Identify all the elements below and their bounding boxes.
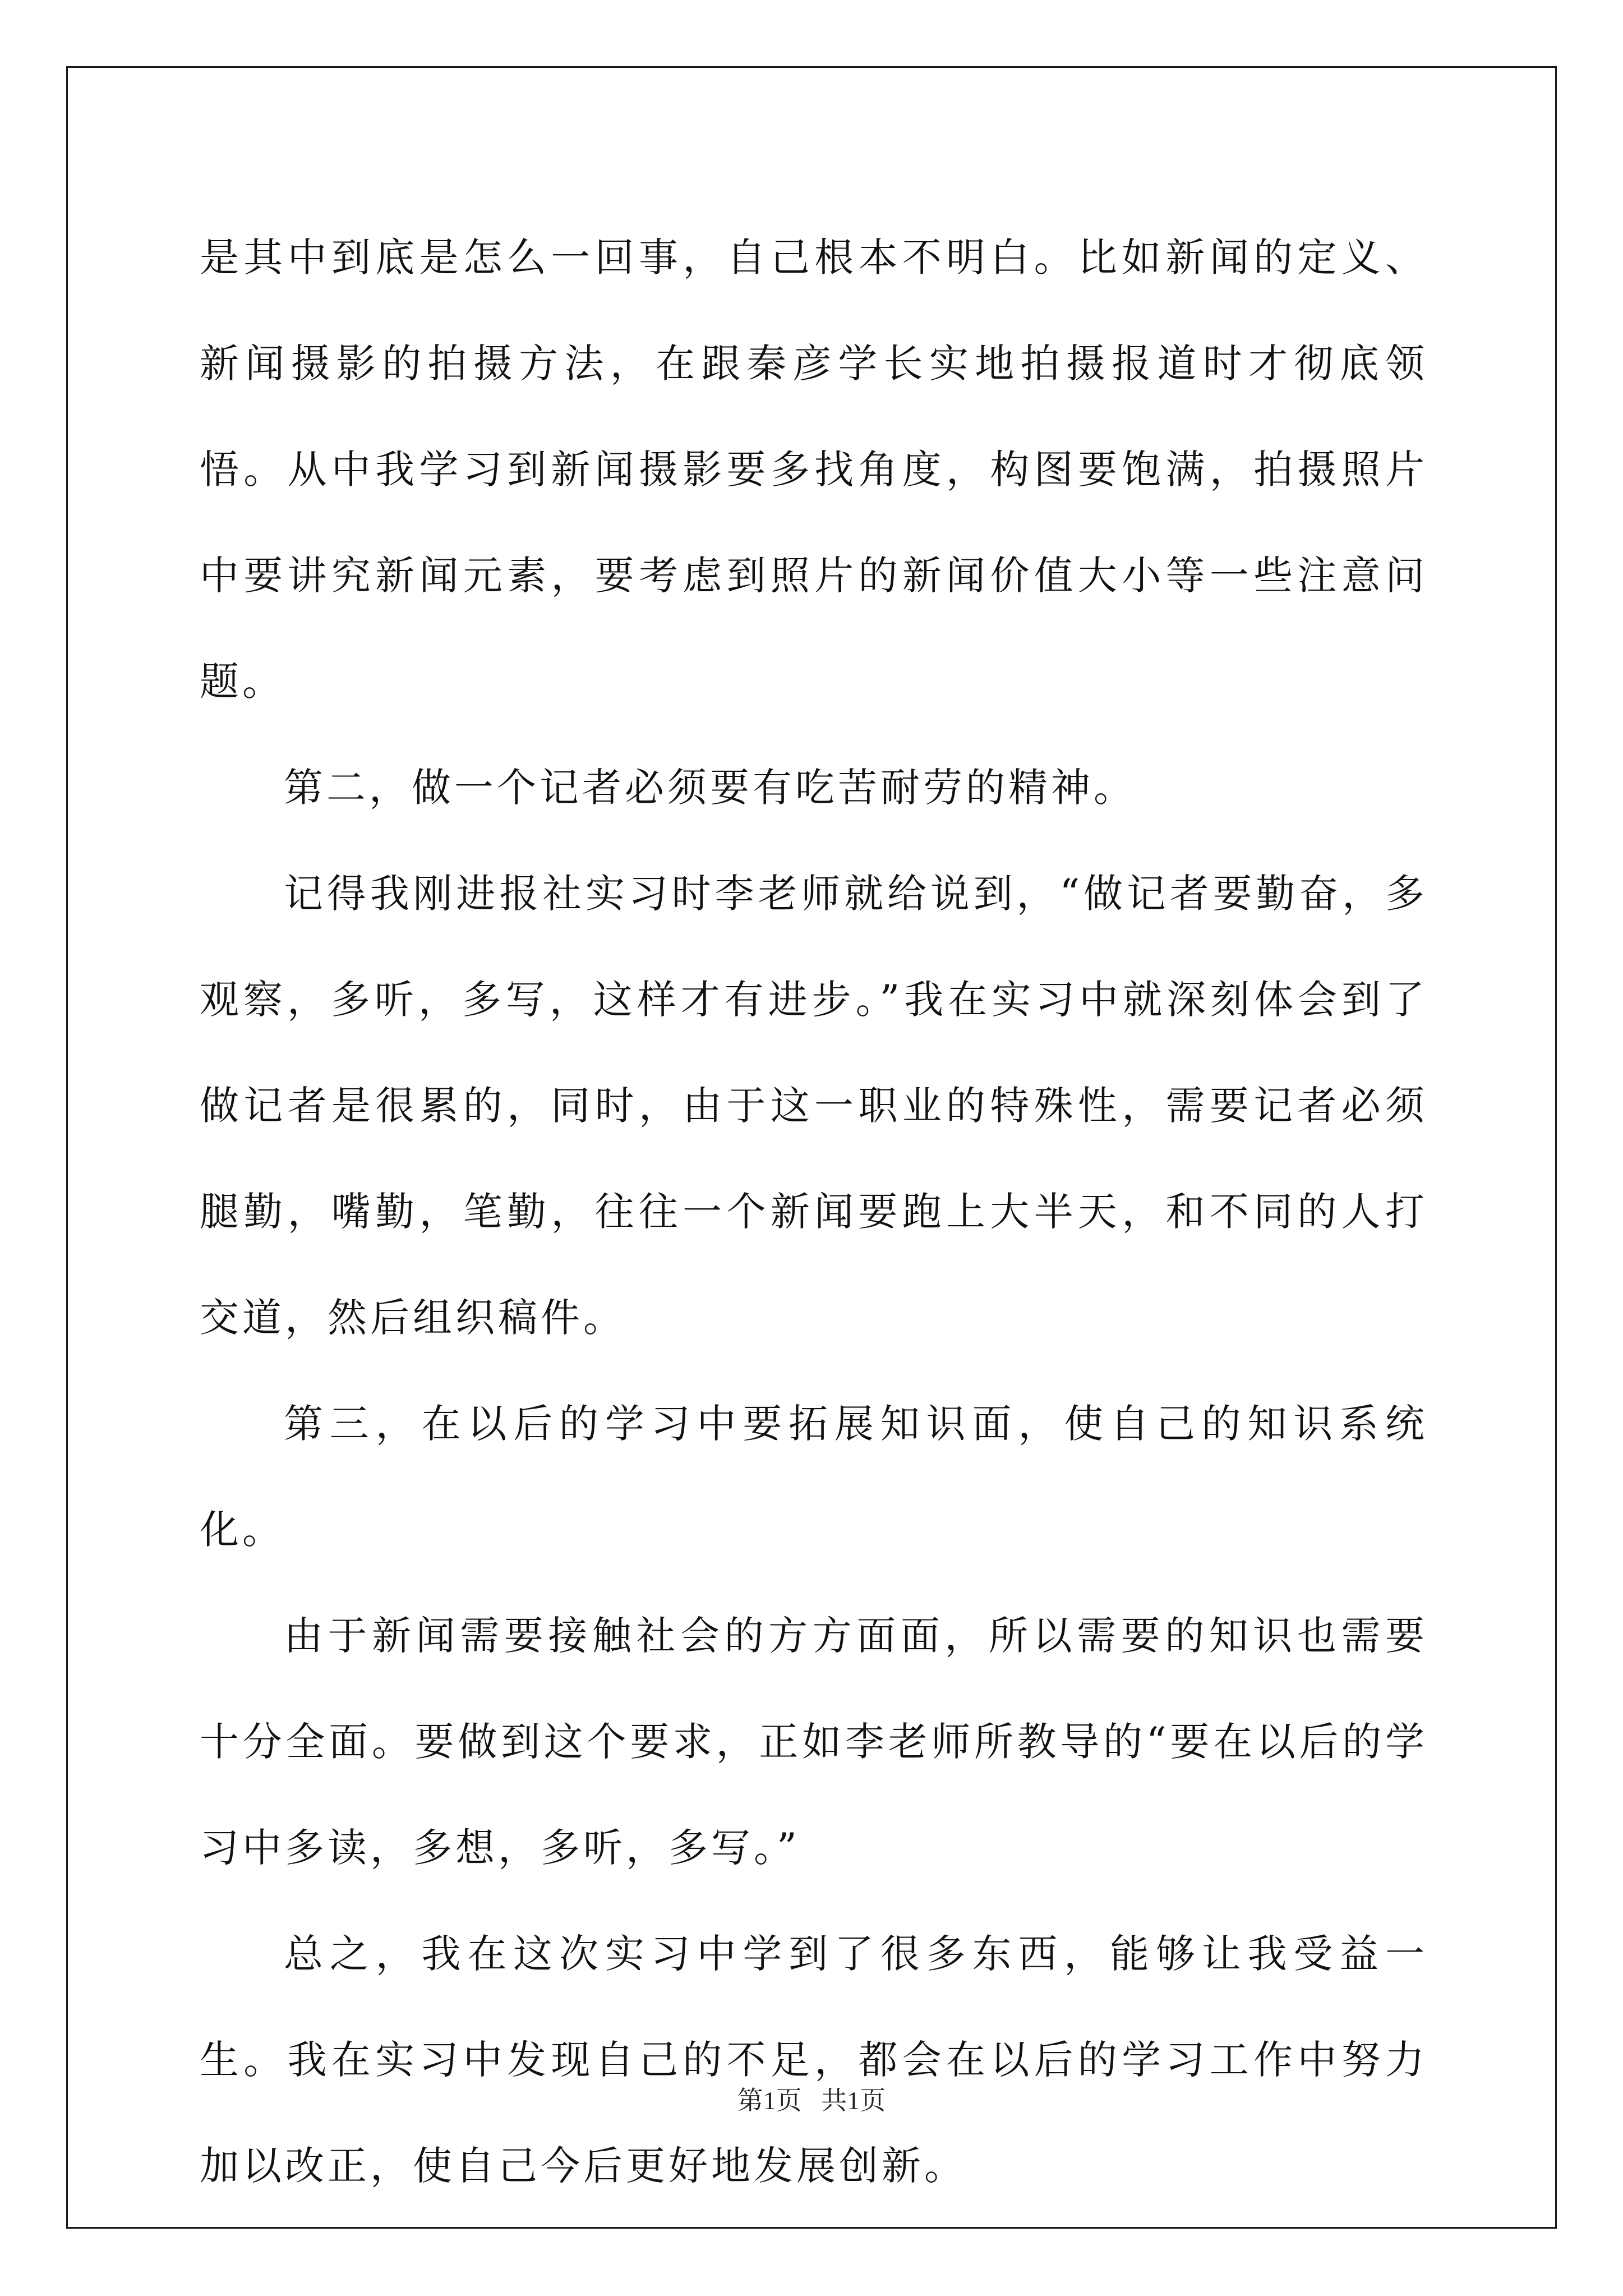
paragraph-conclusion: 总之，我在这次实习中学到了很多东西，能够让我受益一生。我在实习中发现自己的不足，都会在以后的学习工作中努力加以改正，使自己今后更好地发展创新。 bbox=[200, 1931, 1428, 2189]
paragraph-point-two-heading: 第二，做一个记者必须要有吃苦耐劳的精神。 bbox=[284, 765, 1136, 811]
paragraph-continuation: 是其中到底是怎么一回事，自己根本不明白。比如新闻的定义、新闻摄影的拍摄方法，在跟秦彦学长实地拍摄报道时才彻底领悟。从中我学习到新闻摄影要多找角度，构图要饱满，拍摄照片中要讲究新闻元素，要考虑到照片的新闻价值大小等一些注意问题。 bbox=[200, 234, 1428, 705]
page-number-footer: 第1页 共1页 bbox=[737, 2086, 886, 2115]
document-body bbox=[200, 205, 1428, 2219]
paragraph-point-two-body: 记得我刚进报社实习时李老师就给说到，“做记者要勤奋，多观察，多听，多写，这样才有进步。”我在实习中就深刻体会到了做记者是很累的，同时，由于这一职业的特殊性，需要记者必须腿勤，嘴勤，笔勤，往往一个新闻要跑上大半天，和不同的人打交道，然后组织稿件。 bbox=[200, 871, 1428, 1341]
paragraph-point-three-heading: 第三，在以后的学习中要拓展知识面，使自己的知识系统化。 bbox=[200, 1401, 1428, 1553]
paragraph-point-three-body: 由于新闻需要接触社会的方方面面，所以需要的知识也需要十分全面。要做到这个要求，正如李老师所教导的“要在以后的学习中多读，多想，多听，多写。” bbox=[200, 1613, 1428, 1871]
